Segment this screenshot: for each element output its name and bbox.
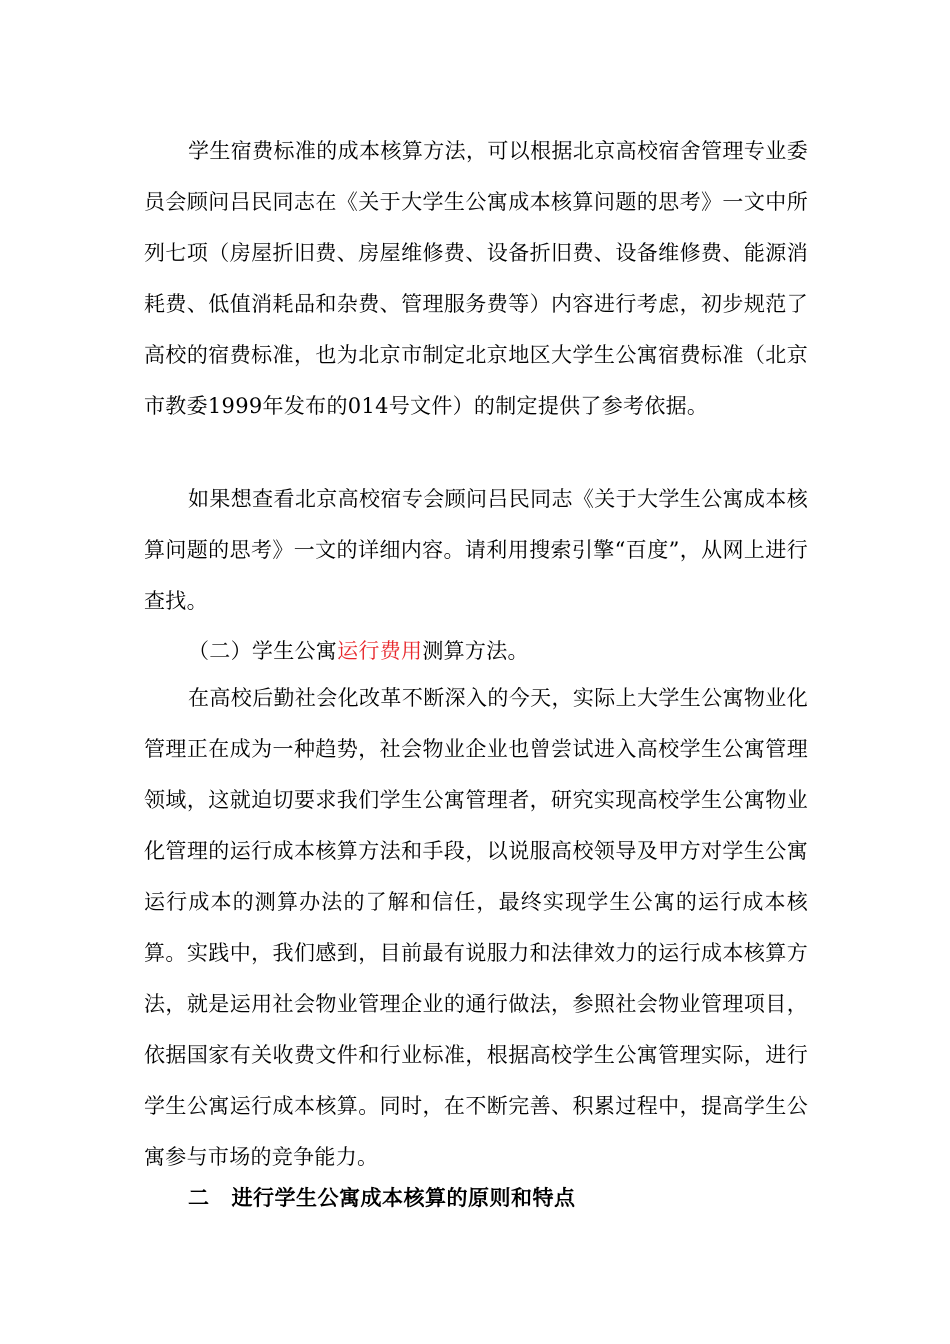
subheading-operating-cost-method — [144, 626, 808, 677]
section-heading — [188, 1173, 576, 1224]
section-number: 二 — [188, 1186, 210, 1210]
subheading-prefix: （二）学生公寓 — [188, 639, 338, 663]
subheading-highlight: 运行费用 — [337, 639, 423, 663]
section-title: 进行学生公寓成本核算的原则和特点 — [231, 1186, 576, 1210]
paragraph-operating-cost-accounting: 在高校后勤社会化改革不断深入的今天，实际上大学生公寓物业化管理正在成为一种趋势，社会物业企业也曾尝试进入高校学生公寓管理领域，这就迫切要求我们学生公寓管理者，研究实现高校学生公寓物业化管理的运行成本核算方法和手段，以说服高校领导及甲方对学生公寓运行成本的测算办法的了解和信任，最终实现学生公寓的运行成本核算。实践中，我们感到，目前最有说服力和法律效力的运行成本核算方法，就是运用社会物业管理企业的通行做法，参照社会物业管理项目，依据国家有关收费文件和行业标准，根据高校学生公寓管理实际，进行学生公寓运行成本核算。同时，在不断完善、积累过程中，提高学生公寓参与市场的竞争能力。 — [144, 686, 808, 1169]
subheading-suffix: 测算方法。 — [422, 639, 529, 663]
paragraph-dorm-fee-cost-method: 学生宿费标准的成本核算方法，可以根据北京高校宿舍管理专业委员会顾问吕民同志在《关于大学生公寓成本核算问题的思考》一文中所列七项（房屋折旧费、房屋维修费、设备折旧费、设备维修费、能源消耗费、低值消耗品和杂费、管理服务费等）内容进行考虑，初步规范了高校的宿费标准，也为北京市制定北京地区大学生公寓宿费标准（北京市教委1999年发布的014号文件）的制定提供了参考依据。 — [144, 139, 808, 418]
paragraph-reference-search: 如果想查看北京高校宿专会顾问吕民同志《关于大学生公寓成本核算问题的思考》一文的详细内容。请利用搜索引擎“百度”，从网上进行查找。 — [144, 487, 808, 613]
